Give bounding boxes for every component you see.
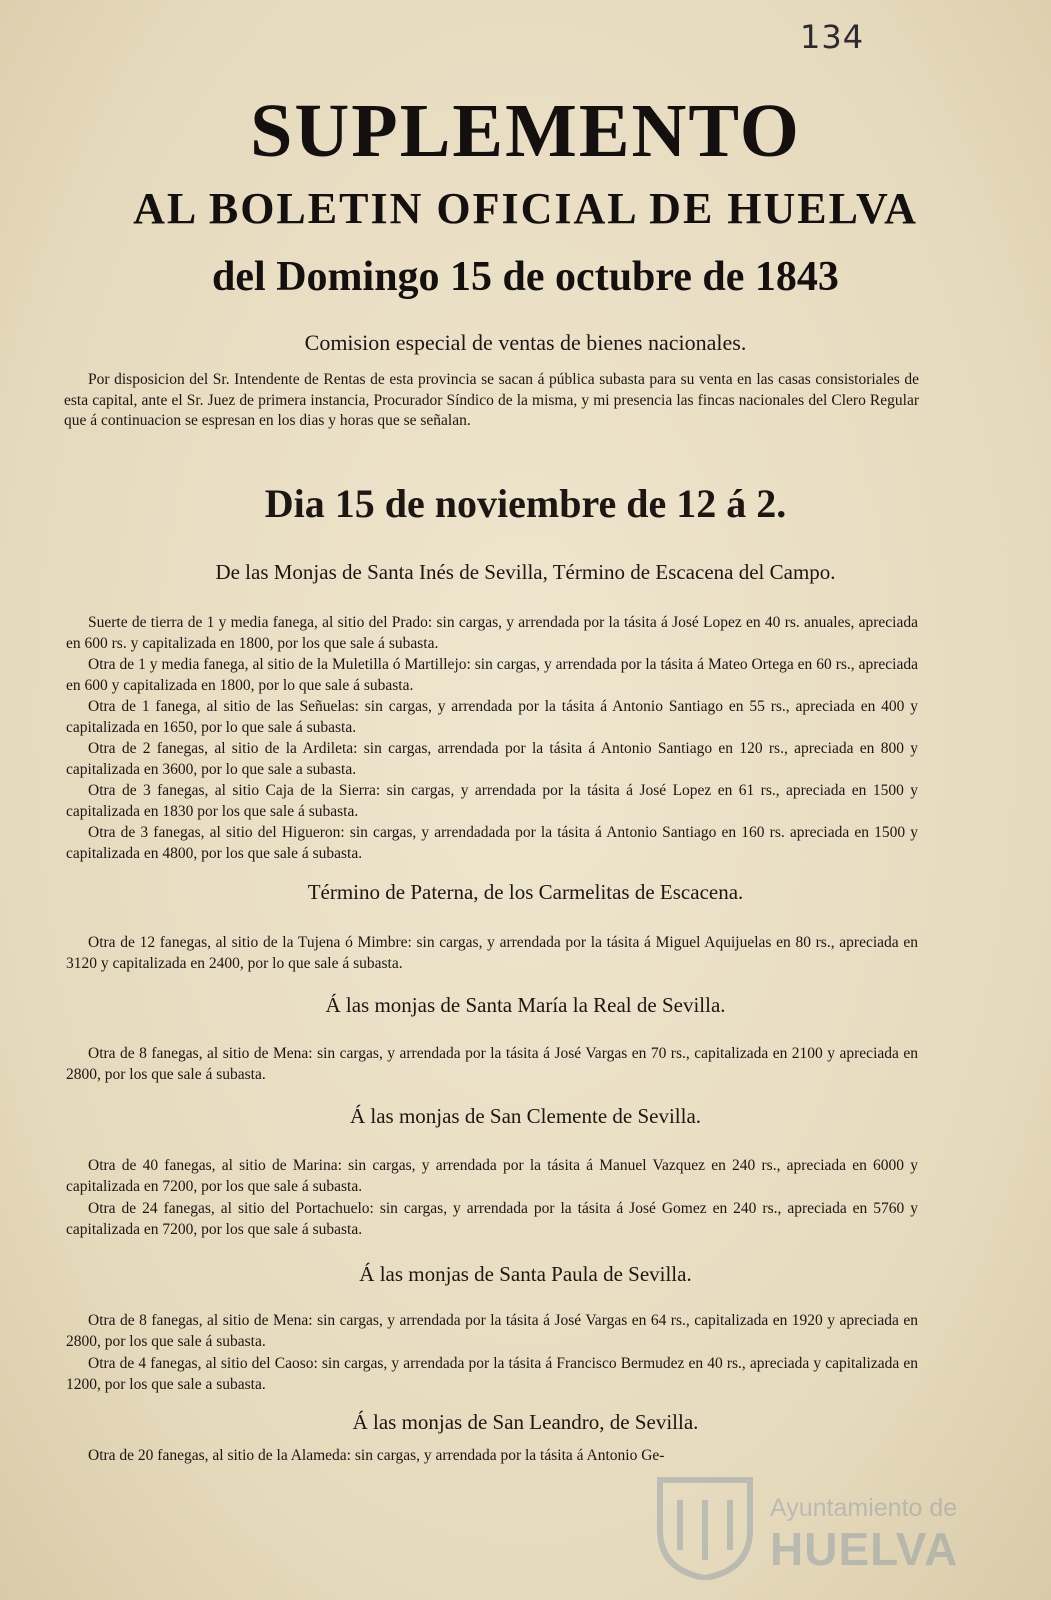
entry: Otra de 8 fanegas, al sitio de Mena: sin cargas, y arrendada por la tásita á José Vargas en 64 rs., capitalizada en 1920 y apreciada en 2800, por los que sale á subasta. <box>66 1312 918 1350</box>
day-heading: Dia 15 de noviembre de 12 á 2. <box>264 481 787 526</box>
intro-paragraph: Por disposicion del Sr. Intendente de Rentas de esta provincia se sacan á pública subasta para su venta en las casas consistoriales de esta capital, ante el Sr. Juez de primera instancia, Procurador Síndico de la misma, y mi presencia las fincas nacionales del Clero Regular que á continuacion se espresan en los dias y horas que se señalan. <box>64 371 919 429</box>
entry: Otra de 3 fanegas, al sitio Caja de la Sierra: sin cargas, y arrendada por la tásita á José Lopez en 61 rs., apreciada en 1500 y capitalizada en 1830 por los que sale á subasta. <box>66 782 918 820</box>
watermark-line1: Ayuntamiento de <box>770 1494 958 1522</box>
entry: Otra de 2 fanegas, al sitio de la Ardileta: sin cargas, arrendada por la tásita á Antonio Santiago en 120 rs., apreciada en 800 y capitalizada en 3600, por lo que sale a subasta. <box>66 740 918 778</box>
section-heading: Á las monjas de Santa Paula de Sevilla. <box>359 1262 692 1286</box>
watermark-line2: HUELVA <box>770 1523 959 1575</box>
document-title: SUPLEMENTO <box>250 89 801 173</box>
section-heading: Á las monjas de Santa María la Real de Sevilla. <box>325 993 726 1017</box>
entry: Otra de 12 fanegas, al sitio de la Tujena ó Mimbre: sin cargas, y arrendada por la tásita á Miguel Aquijuelas en 80 rs., apreciada en 3120 y capitalizada en 2400, por lo que sale á subasta. <box>66 934 918 972</box>
entry: Otra de 8 fanegas, al sitio de Mena: sin cargas, y arrendada por la tásita á José Vargas en 70 rs., capitalizada en 2100 y apreciada en 2800, por los que sale á subasta. <box>66 1045 918 1083</box>
entry: Suerte de tierra de 1 y media fanega, al sitio del Prado: sin cargas, y arrendada por la tásita á José Lopez en 40 rs. anuales, apreciada en 600 rs. y capitalizada en 1800, por los que sale á subasta. <box>66 614 918 652</box>
section-heading: Á las monjas de San Clemente de Sevilla. <box>349 1104 702 1128</box>
section-heading: De las Monjas de Santa Inés de Sevilla, Término de Escacena del Campo. <box>215 560 836 584</box>
municipal-watermark <box>650 1470 980 1580</box>
folio-number: 134 <box>800 18 865 56</box>
entry: Otra de 1 y media fanega, al sitio de la Muletilla ó Martillejo: sin cargas, y arrendada por la tásita á Mateo Ortega en 60 rs., apreciada en 600 y capitalizada en 1800, por lo que sale á subasta. <box>66 656 918 694</box>
entry: Otra de 3 fanegas, al sitio del Higueron: sin cargas, y arrendadada por la tásita á Antonio Santiago en 160 rs. apreciada en 1500 y capitalizada en 4800, por los que sale á subasta. <box>66 824 918 862</box>
entry: Otra de 4 fanegas, al sitio del Caoso: sin cargas, y arrendada por la tásita á Francisco Bermudez en 40 rs., apreciada y capitalizada en 1200, por los que sale a subasta. <box>66 1355 918 1393</box>
section-heading: Á las monjas de San Leandro, de Sevilla. <box>352 1410 699 1434</box>
commission-line: Comision especial de ventas de bienes nacionales. <box>304 330 747 355</box>
entry: Otra de 1 fanega, al sitio de las Señuelas: sin cargas, y arrendada por la tásita á Antonio Santiago en 55 rs., apreciada en 400 y capitalizada en 1650, por lo que sale á subasta. <box>66 698 918 736</box>
issue-date: del Domingo 15 de octubre de 1843 <box>212 254 839 300</box>
document-subtitle: AL BOLETIN OFICIAL DE HUELVA <box>133 184 918 233</box>
coat-of-arms-icon <box>650 1470 760 1580</box>
section-heading: Término de Paterna, de los Carmelitas de Escacena. <box>307 880 744 904</box>
entry: Otra de 24 fanegas, al sitio del Portachuelo: sin cargas, y arrendada por la tásita á José Gomez en 240 rs., apreciada en 5760 y capitalizada en 7200, por los que sale á subasta. <box>66 1200 918 1238</box>
entry: Otra de 20 fanegas, al sitio de la Alameda: sin cargas, y arrendada por la tásita á Antonio Ge- <box>88 1447 665 1464</box>
entry: Otra de 40 fanegas, al sitio de Marina: sin cargas, y arrendada por la tásita á Manuel Vazquez en 240 rs., apreciada en 6000 y capitalizada en 7200, por los que sale á subasta. <box>66 1157 918 1195</box>
